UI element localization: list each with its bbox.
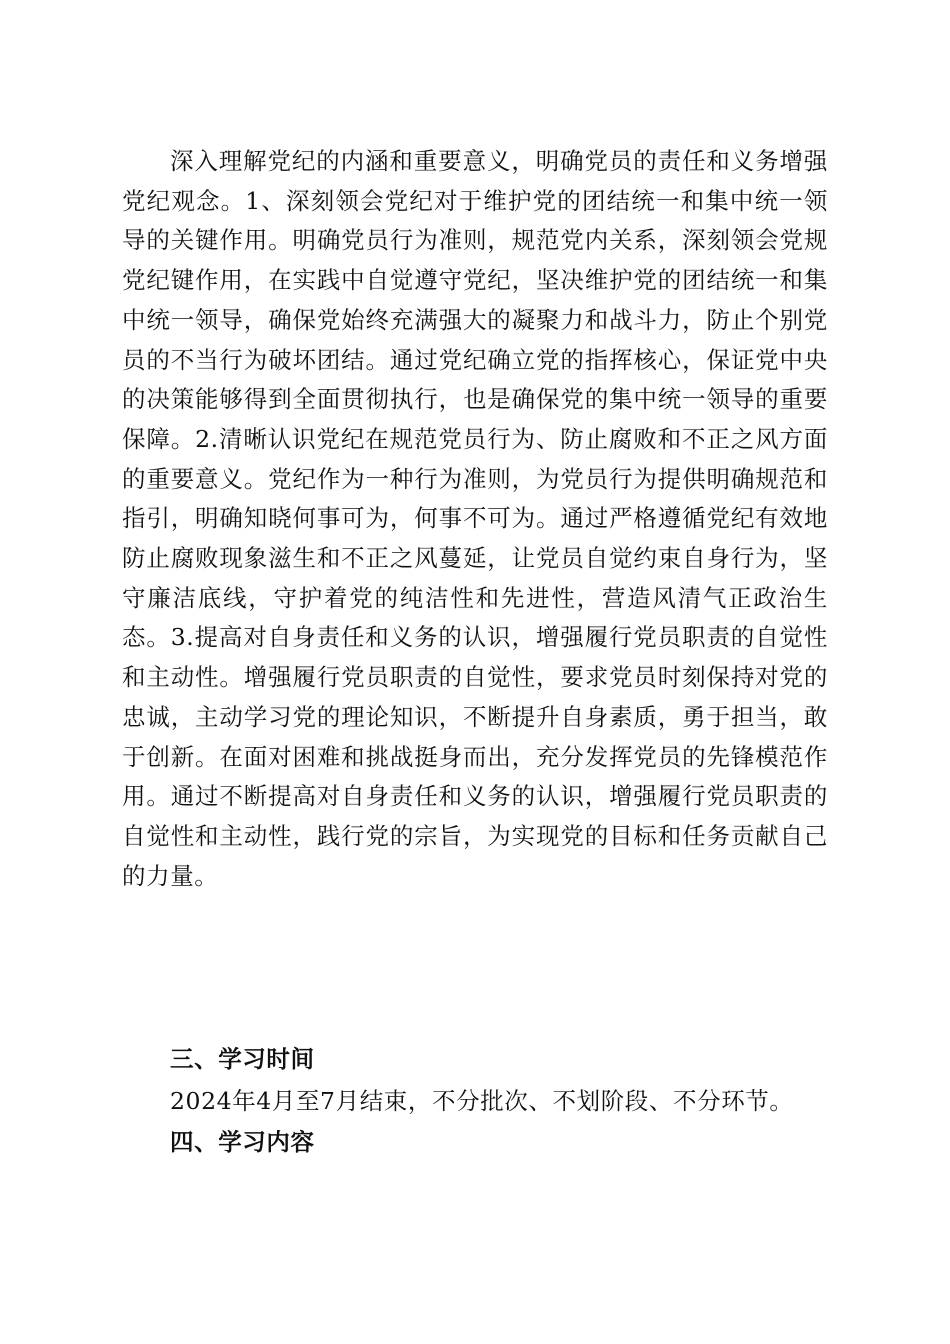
body-paragraph: 深入理解党纪的内涵和重要意义，明确党员的责任和义务增强党纪观念。1、深刻领会党纪对于维护党的团结统一和集中统一领导的关键作用。明确党员行为准则，规范党内关系，深刻领会党规党纪键作用，在实践中自觉遵守党纪，坚决维护党的团结统一和集中统一领导，确保党始终充满强大的凝聚力和战斗力，防止个别党员的不当行为破坏团结。通过党纪确立党的指挥核心，保证党中央的决策能够得到全面贯彻执行，也是确保党的集中统一领导的重要保障。2.清晰认识党纪在规范党员行为、防止腐败和不正之风方面的重要意义。党纪作为一种行为准则，为党员行为提供明确规范和指引，明确知晓何事可为，何事不可为。通过严格遵循党纪有效地防止腐败现象滋生和不正之风蔓延，让党员自觉约束自身行为，坚守廉洁底线，守护着党的纯洁性和先进性，营造风清气正政治生态。3.提高对自身责任和义务的认识，增强履行党员职责的自觉性和主动性。增强履行党员职责的自觉性，要求党员时刻保持对党的忠诚，主动学习党的理论知识，不断提升自身素质，勇于担当，敢于创新。在面对困难和挑战挺身而出，充分发挥党员的先锋模范作用。通过不断提高对自身责任和义务的认识，增强履行党员职责的自觉性和主动性，践行党的宗旨，为实现党的目标和任务贡献自己的力量。: [122, 147, 828, 890]
section-heading-study-time: 三、学习时间: [170, 1045, 315, 1073]
study-time-text: 2024年4月至7月结束，不分批次、不划阶段、不分环节。: [170, 1087, 794, 1115]
section-heading-study-content: 四、学习内容: [170, 1128, 315, 1156]
